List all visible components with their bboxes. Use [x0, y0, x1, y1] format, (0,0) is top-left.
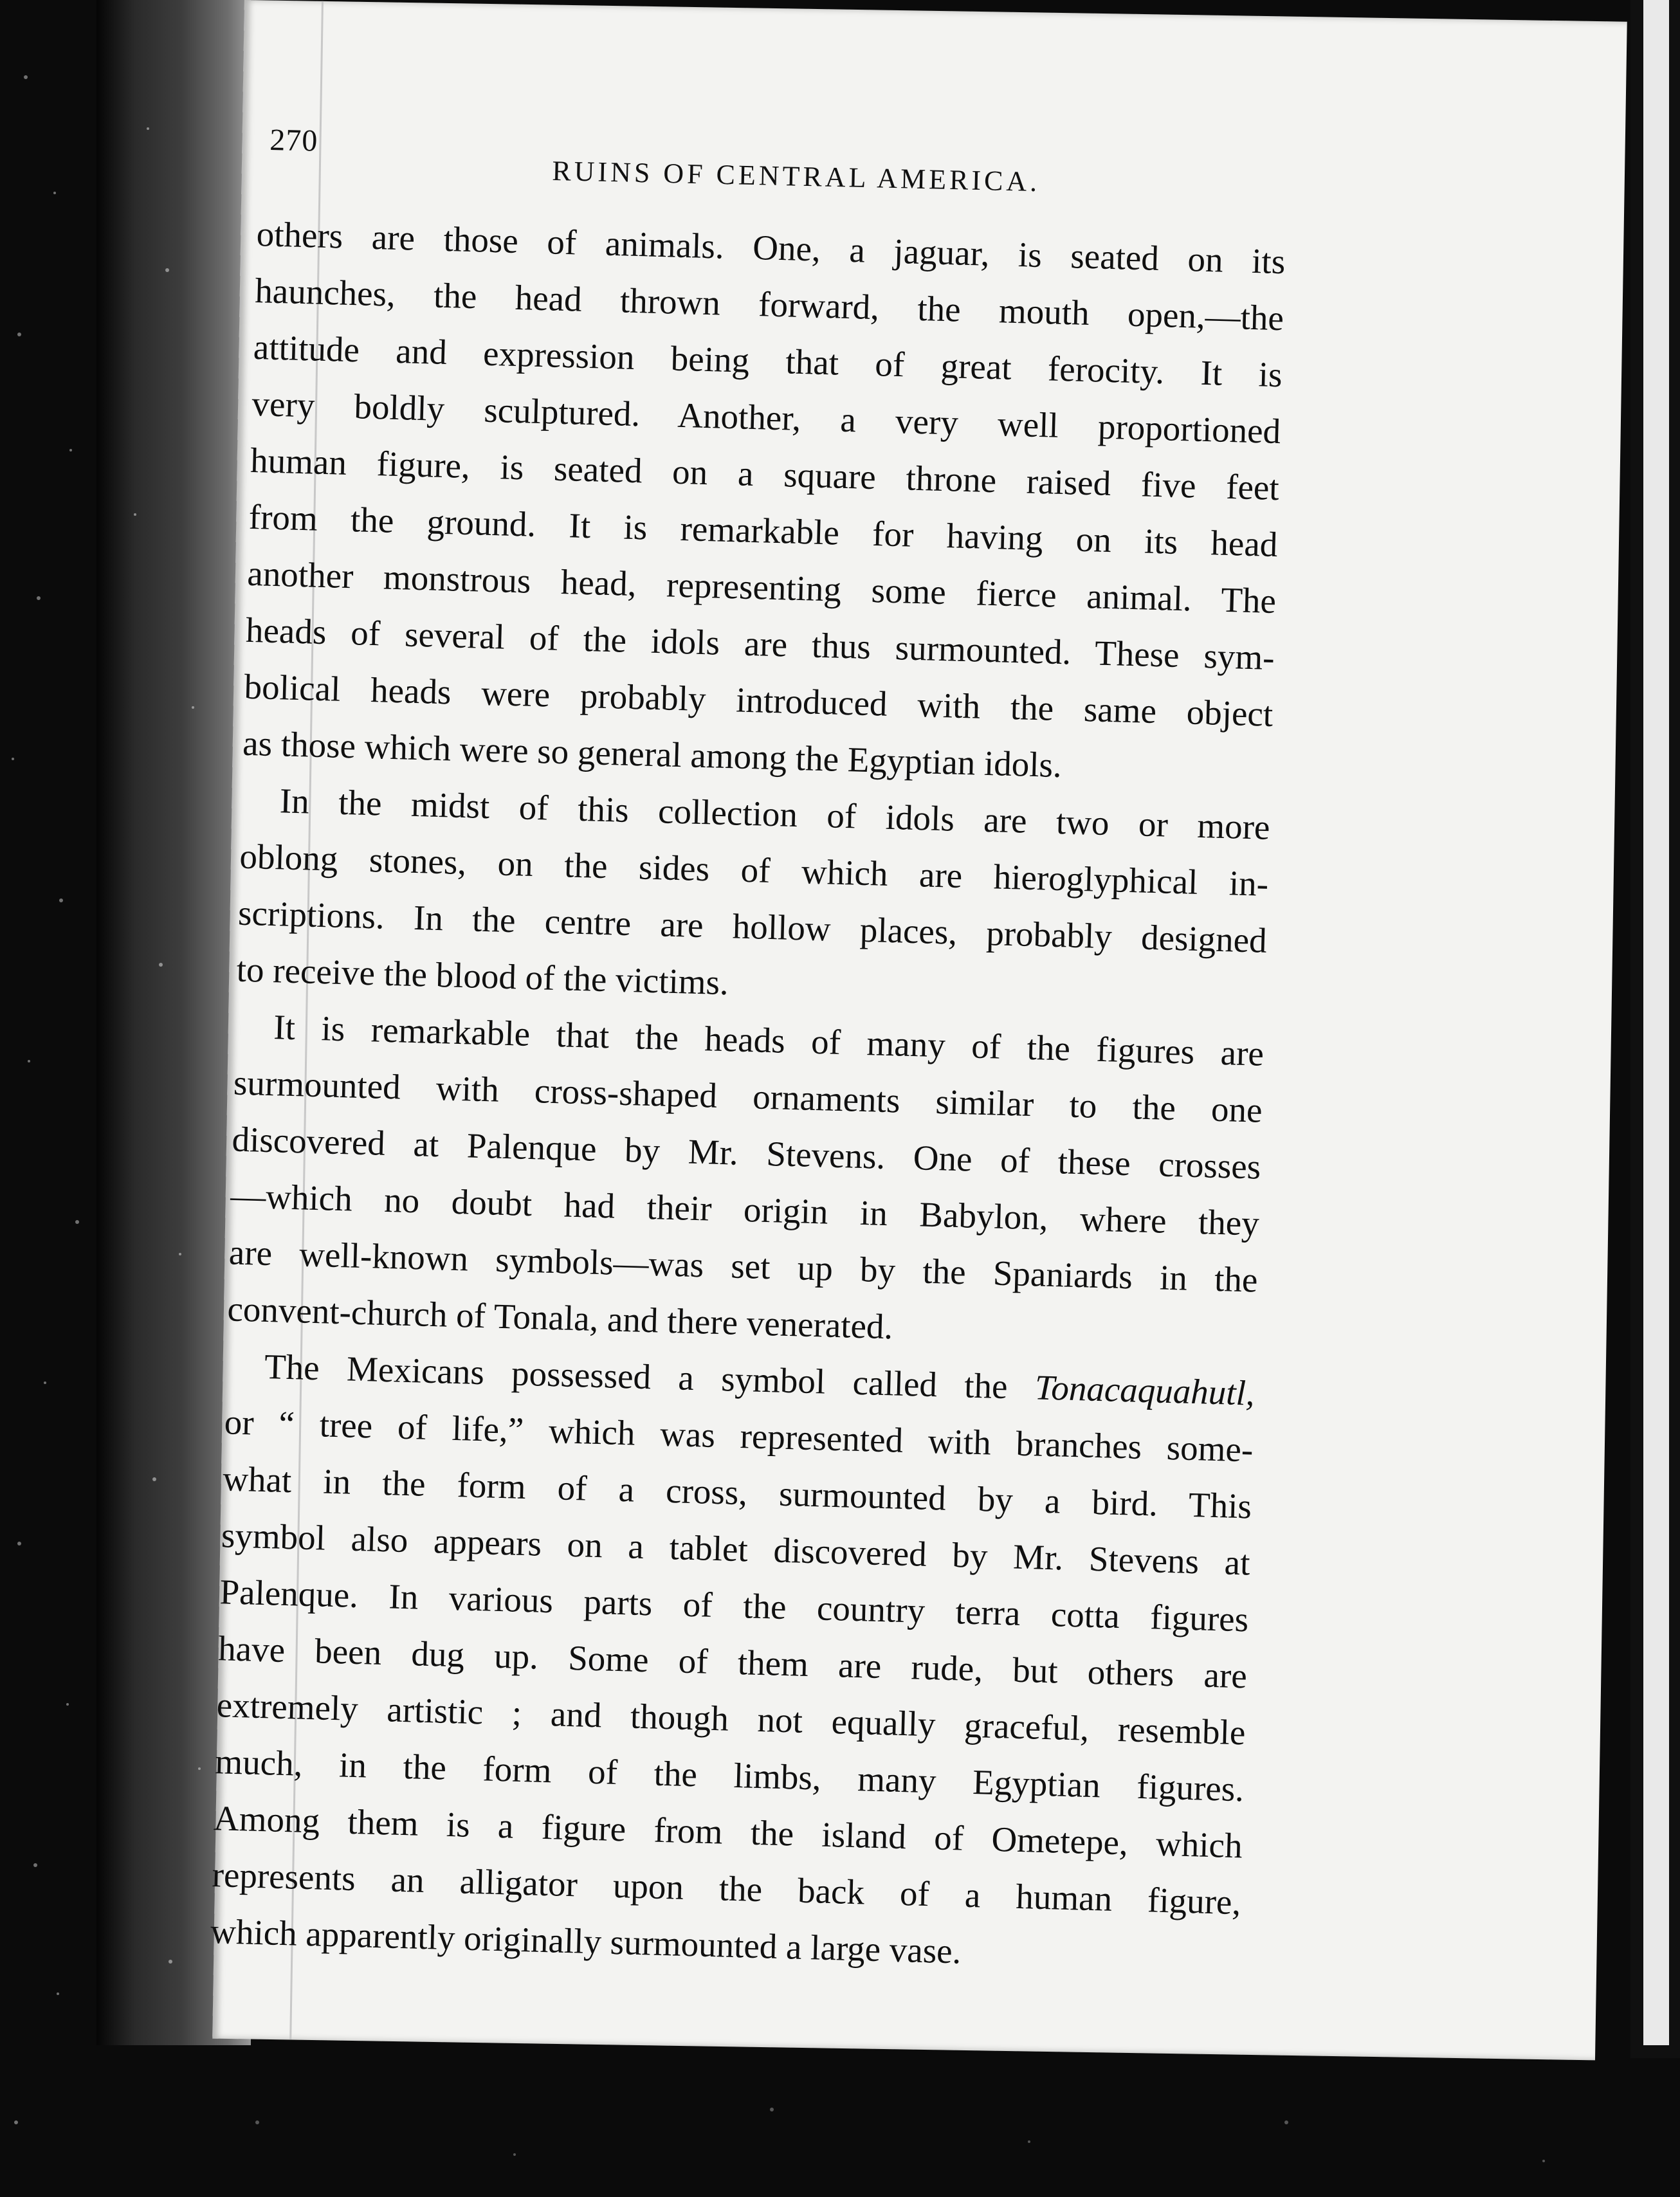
text-line: others are those of animals. One, a jaguar, is seated on its	[255, 214, 1286, 282]
text-line: symbol also appears on a tablet discovered by Mr. Stevens at	[221, 1515, 1251, 1583]
text-line: or “ tree of life,” which was represented with branches some-	[224, 1402, 1254, 1470]
text-line: extremely artistic ; and though not equally graceful, resemble	[216, 1685, 1246, 1753]
text-line: what in the form of a cross, surmounted by a bird. This	[222, 1459, 1252, 1526]
text-line: very boldly sculptured. Another, a very well proportioned	[251, 383, 1281, 451]
text-line: human figure, is seated on a square throne raised five feet	[250, 440, 1280, 508]
next-page-edge	[1643, 0, 1669, 2045]
text-line: are well-known symbols—was set up by the Spaniards in the	[228, 1232, 1259, 1300]
text-line: oblong stones, on the sides of which are hieroglyphical in-	[239, 836, 1269, 904]
text-line: Palenque. In various parts of the country terra cotta figures	[219, 1572, 1249, 1639]
text-line: —which no doubt had their origin in Babylon, where they	[230, 1176, 1260, 1243]
text-line: surmounted with cross-shaped ornaments similar to the one	[233, 1062, 1263, 1130]
italic-term: Tonacaquahutl,	[1034, 1367, 1255, 1413]
text-fragment: The Mexicans possessed a symbol called the	[264, 1346, 1009, 1407]
text-line: to receive the blood of the victims.	[236, 949, 729, 1003]
text-line: discovered at Palenque by Mr. Stevens. One of these crosses	[231, 1119, 1261, 1187]
paragraph-2	[236, 772, 1271, 1026]
text-line: attitude and expression being that of great ferocity. It is	[253, 327, 1283, 395]
text-line: bolical heads were probably introduced with the same object	[243, 666, 1274, 734]
text-line: haunches, the head thrown forward, the mouth open,—the	[254, 270, 1284, 338]
paragraph-3	[226, 998, 1265, 1365]
text-line: Among them is a figure from the island of Ometepe, which	[213, 1798, 1243, 1866]
text-line: represents an alligator upon the back of a human figure,	[211, 1855, 1242, 1922]
text-line: as those which were so general among the Egyptian idols.	[242, 723, 1063, 785]
running-title: RUINS OF CENTRAL AMERICA.	[551, 154, 1041, 198]
text-line: have been dug up. Some of them are rude, but others are	[217, 1628, 1248, 1696]
body-text	[210, 206, 1286, 1987]
text-line: heads of several of the idols are thus surmounted. These sym-	[245, 610, 1275, 678]
text-line: much, in the form of the limbs, many Egyptian figures.	[214, 1742, 1245, 1809]
text-line: It is remarkable that the heads of many of the figures are	[273, 1007, 1265, 1073]
text-line: In the midst of this collection of idols are two or more	[279, 781, 1271, 847]
text-line: convent-church of Tonala, and there venerated.	[226, 1289, 894, 1347]
text-line: which apparently originally surmounted a large vase.	[210, 1911, 962, 1971]
paragraph-4	[210, 1337, 1255, 1987]
text-line: from the ground. It is remarkable for having on its head	[248, 497, 1279, 565]
text-line: another monstrous head, representing some fierce animal. The	[246, 553, 1277, 621]
text-line: scriptions. In the centre are hollow places, probably designed	[237, 893, 1268, 960]
paragraph-1	[242, 206, 1286, 799]
page-number: 270	[269, 122, 318, 158]
